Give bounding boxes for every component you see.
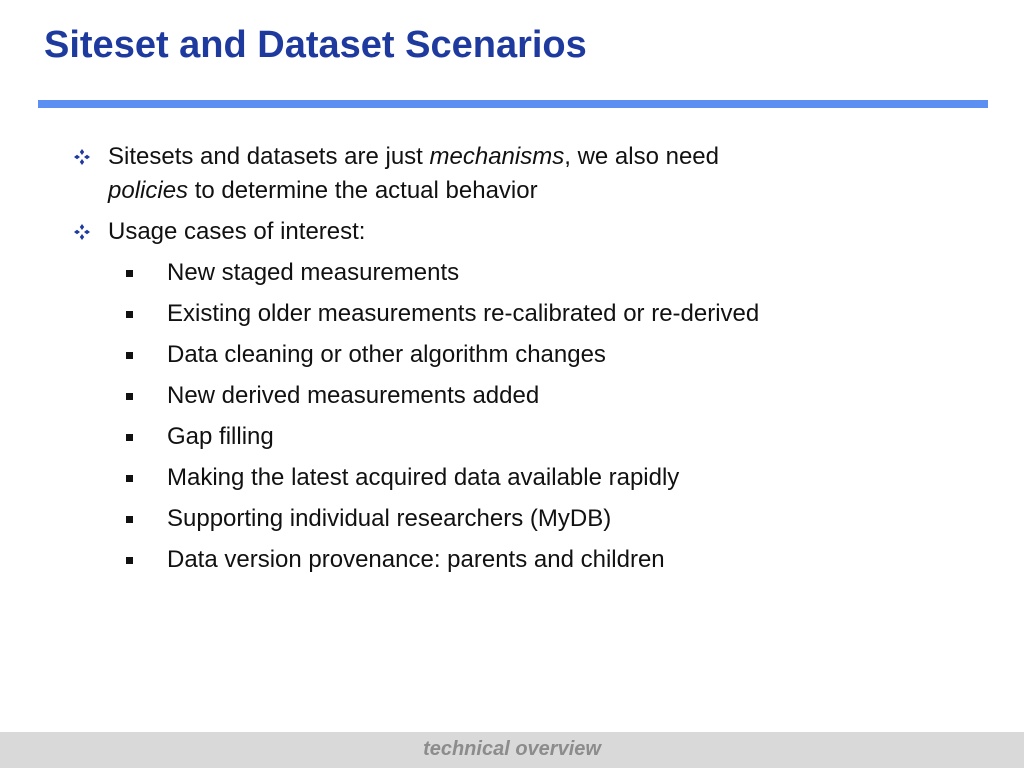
square-bullet-icon — [126, 475, 133, 482]
bullet-text: Usage cases of interest: — [108, 218, 366, 245]
sub-bullet-text: Gap filling — [167, 423, 274, 450]
bullet-text: , we also need — [564, 143, 720, 170]
square-bullet-icon — [126, 516, 133, 523]
sub-bullet-text: Data cleaning or other algorithm changes — [167, 341, 606, 368]
sub-bullet-text: New derived measurements added — [167, 382, 540, 409]
sub-bullet-item — [167, 297, 759, 331]
diamond-bullet-icon — [74, 149, 90, 165]
sub-bullet-item — [167, 502, 611, 536]
sub-bullet-item — [167, 256, 459, 290]
sub-bullet-text: Data version provenance: parents and children — [167, 546, 665, 573]
sub-bullet-text: New staged measurements — [167, 259, 460, 286]
square-bullet-icon — [126, 311, 133, 318]
emphasis-policies: policies — [108, 177, 189, 204]
slide-title: Siteset and Dataset Scenarios — [44, 24, 587, 66]
sub-bullet-item — [167, 338, 606, 372]
bullet-item — [108, 140, 719, 208]
sub-bullet-item — [167, 420, 274, 454]
footer-bar — [0, 732, 1024, 768]
sub-bullet-item — [167, 543, 665, 577]
diamond-bullet-icon — [74, 224, 90, 240]
square-bullet-icon — [126, 352, 133, 359]
bullet-text: Sitesets and datasets are just — [108, 143, 430, 170]
sub-bullet-text: Supporting individual researchers (MyDB) — [167, 505, 612, 532]
sub-bullet-text: Existing older measurements re-calibrated or re-derived — [167, 300, 760, 327]
bullet-text: to determine the actual behavior — [188, 177, 538, 204]
sub-bullet-text: Making the latest acquired data available rapidly — [167, 464, 680, 491]
sub-bullet-item — [167, 379, 539, 413]
footer-label: technical overview — [423, 738, 601, 760]
emphasis-mechanisms: mechanisms — [429, 143, 565, 170]
sub-bullet-item — [167, 461, 679, 495]
bullet-item — [108, 215, 365, 249]
square-bullet-icon — [126, 393, 133, 400]
square-bullet-icon — [126, 434, 133, 441]
square-bullet-icon — [126, 557, 133, 564]
square-bullet-icon — [126, 270, 133, 277]
